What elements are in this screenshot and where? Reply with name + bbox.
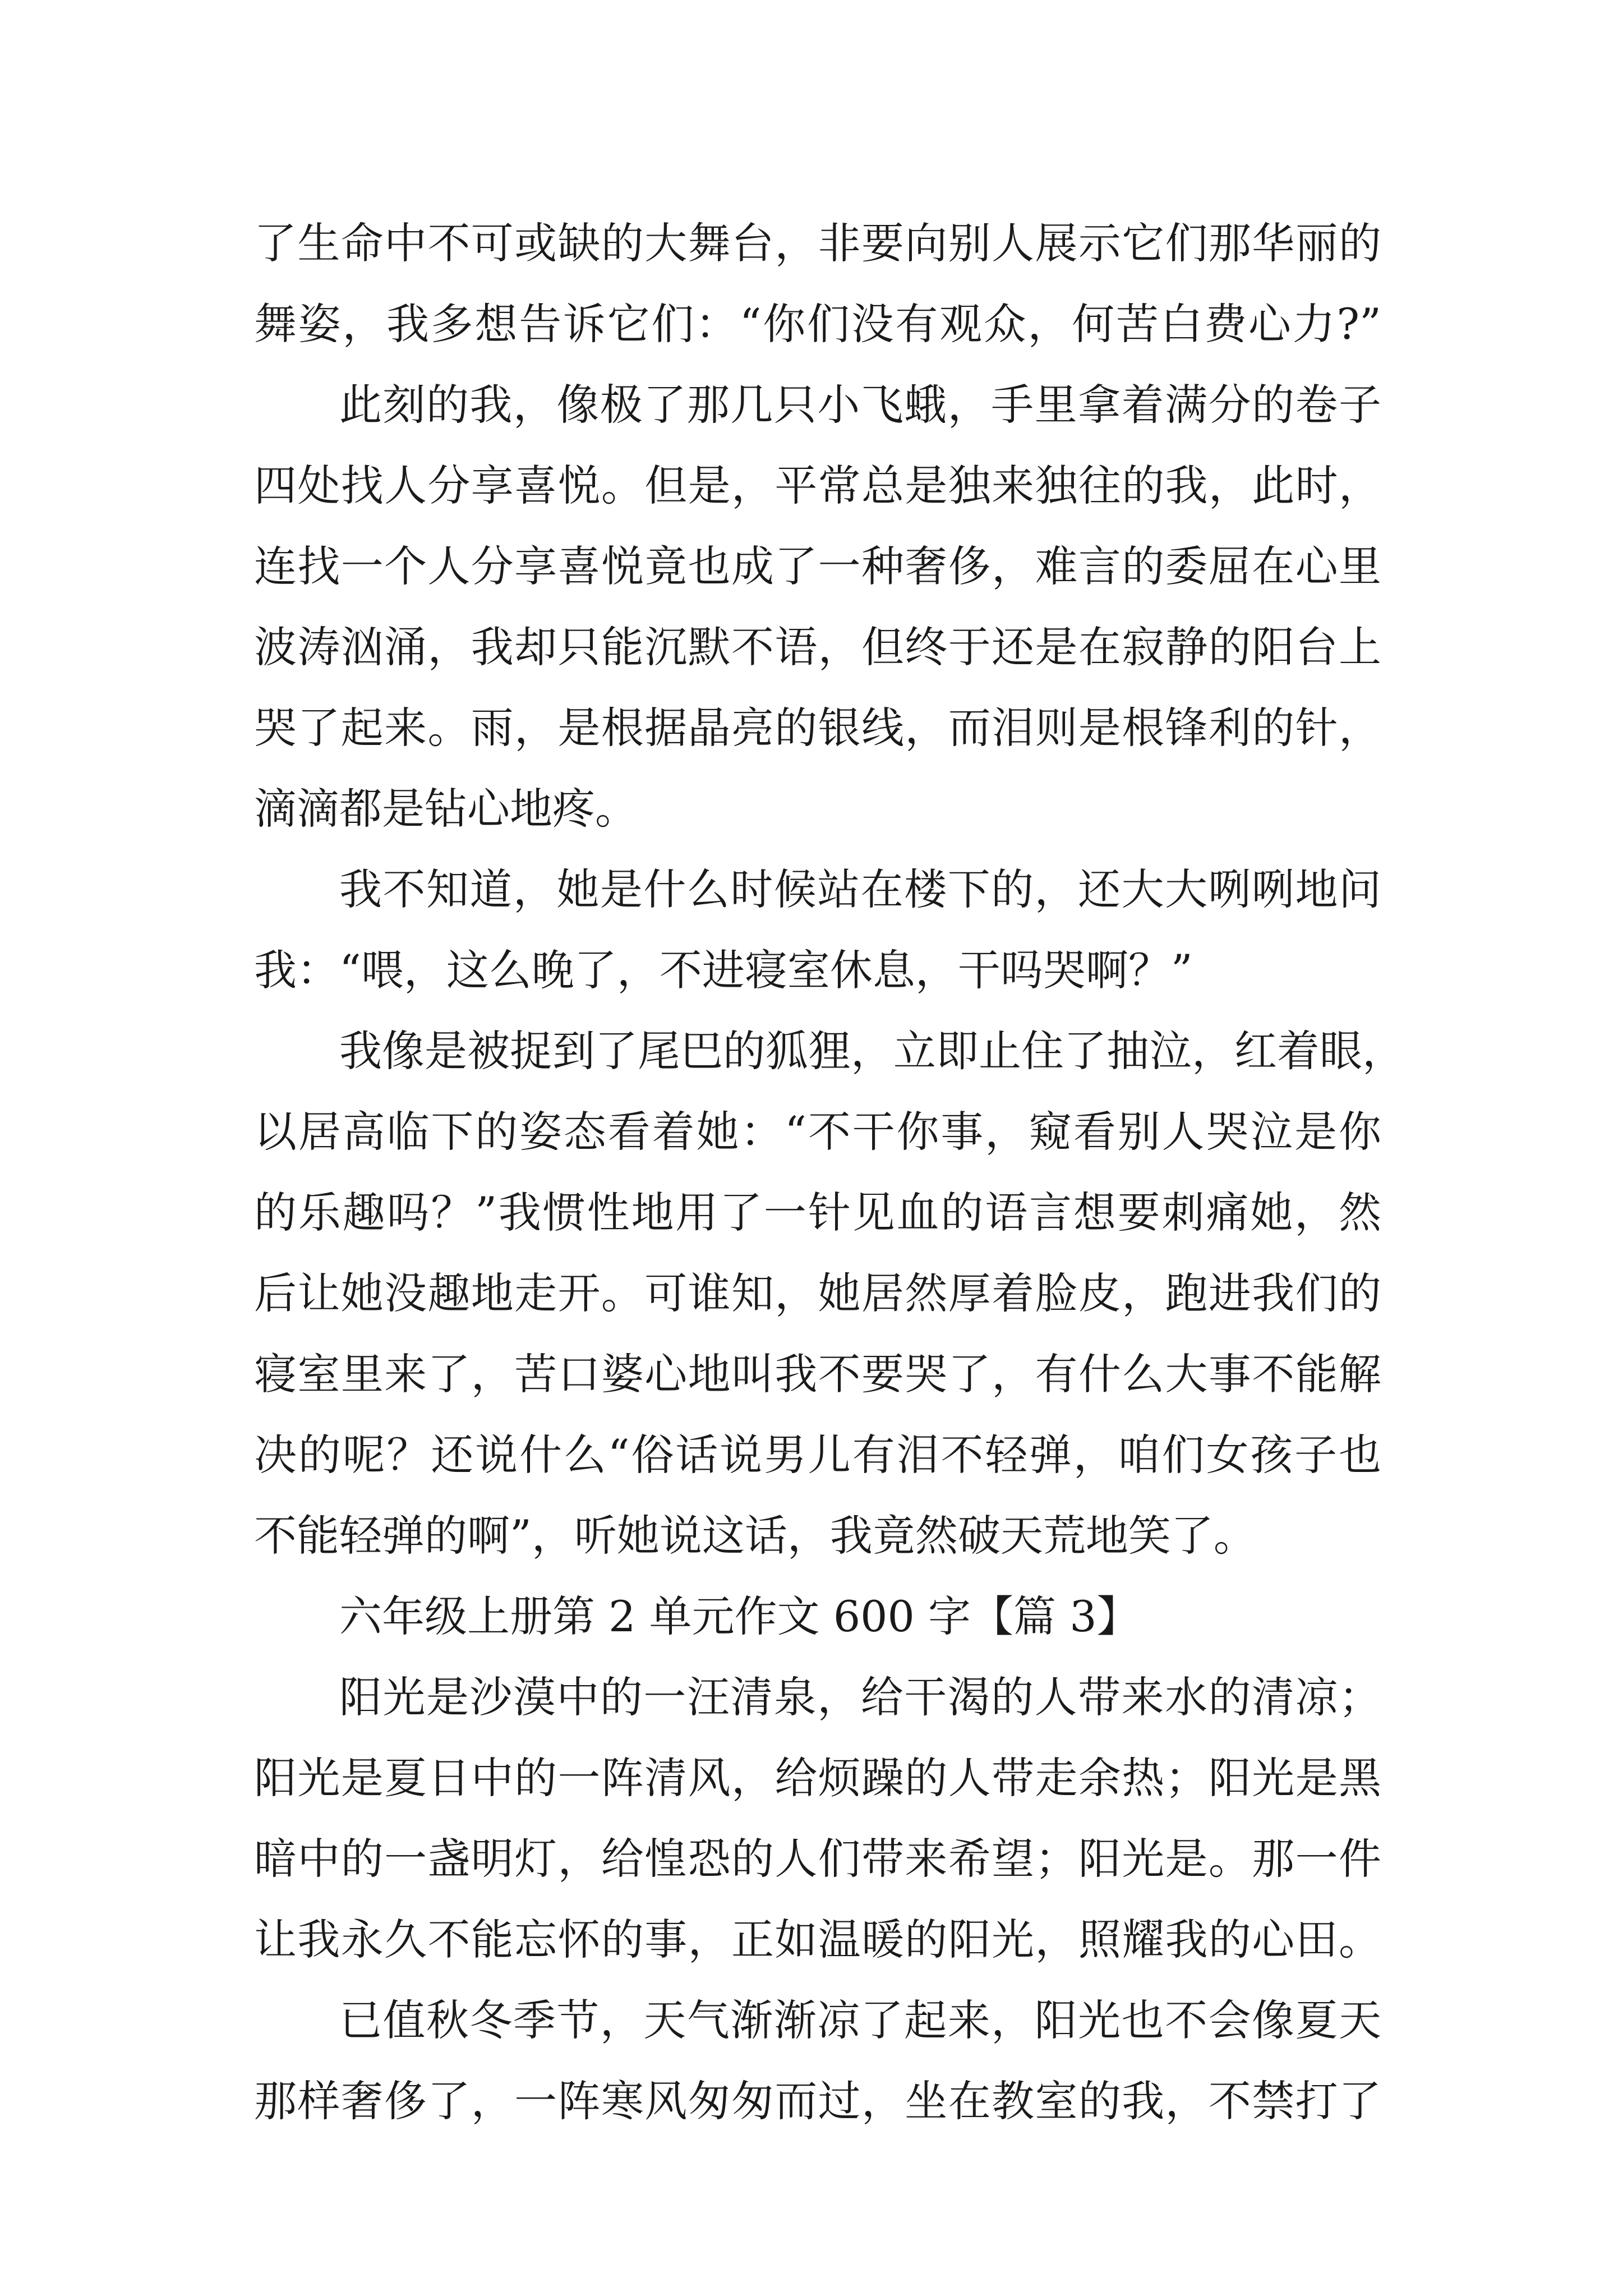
text-line: 了生命中不可或缺的大舞台，非要向别人展示它们那华丽的 [254,218,1381,268]
text-line: 我像是被捉到了尾巴的狐狸，立即止住了抽泣，红着眼， [339,1026,1405,1076]
text-line: 那样奢侈了，一阵寒风匆匆而过，坐在教室的我，不禁打了 [254,2076,1381,2126]
text-line: 我：“喂，这么晚了，不进寝室休息，干吗哭啊？” [254,945,1193,995]
text-line: 滴滴都是钻心地疼。 [254,784,638,834]
text-line: 我不知道，她是什么时候站在楼下的，还大大咧咧地问 [339,864,1381,914]
text-line: 已值秋冬季节，天气渐渐凉了起来，阳光也不会像夏天 [339,1995,1381,2045]
text-line: 不能轻弹的啊”，听她说这话，我竟然破天荒地笑了。 [254,1511,1256,1561]
text-line: 的乐趣吗？”我惯性地用了一针见血的语言想要刺痛她，然 [254,1188,1381,1237]
text-line: 以居高临下的姿态看着她：“不干你事，窥看别人哭泣是你 [254,1107,1381,1157]
essay-text [254,203,1405,2142]
text-line: 此刻的我，像极了那几只小飞蛾，手里拿着满分的卷子 [339,380,1381,430]
text-line: 舞姿，我多想告诉它们：“你们没有观众，何苦白费心力?” [254,299,1381,349]
text-line: 波涛汹涌，我却只能沉默不语，但终于还是在寂静的阳台上 [254,622,1381,672]
text-line: 四处找人分享喜悦。但是，平常总是独来独往的我，此时， [254,461,1381,510]
text-line: 决的呢？还说什么“俗话说男儿有泪不轻弹，咱们女孩子也 [254,1430,1381,1480]
text-line: 阳光是夏日中的一阵清风，给烦躁的人带走余热；阳光是黑 [254,1753,1381,1803]
text-line: 连找一个人分享喜悦竟也成了一种奢侈，难言的委屈在心里 [254,541,1381,591]
text-line: 暗中的一盏明灯，给惶恐的人们带来希望；阳光是。那一件 [254,1834,1381,1884]
text-line: 寝室里来了，苦口婆心地叫我不要哭了，有什么大事不能解 [254,1349,1381,1399]
text-line: 让我永久不能忘怀的事，正如温暖的阳光，照耀我的心田。 [254,1915,1381,1964]
section-heading: 六年级上册第 2 单元作文 600 字【篇 3】 [339,1591,1140,1641]
text-line: 阳光是沙漠中的一汪清泉，给干渴的人带来水的清凉； [339,1672,1381,1722]
text-line: 后让她没趣地走开。可谁知，她居然厚着脸皮，跑进我们的 [254,1268,1381,1318]
text-line: 哭了起来。雨，是根据晶亮的银线，而泪则是根锋利的针， [254,703,1381,753]
